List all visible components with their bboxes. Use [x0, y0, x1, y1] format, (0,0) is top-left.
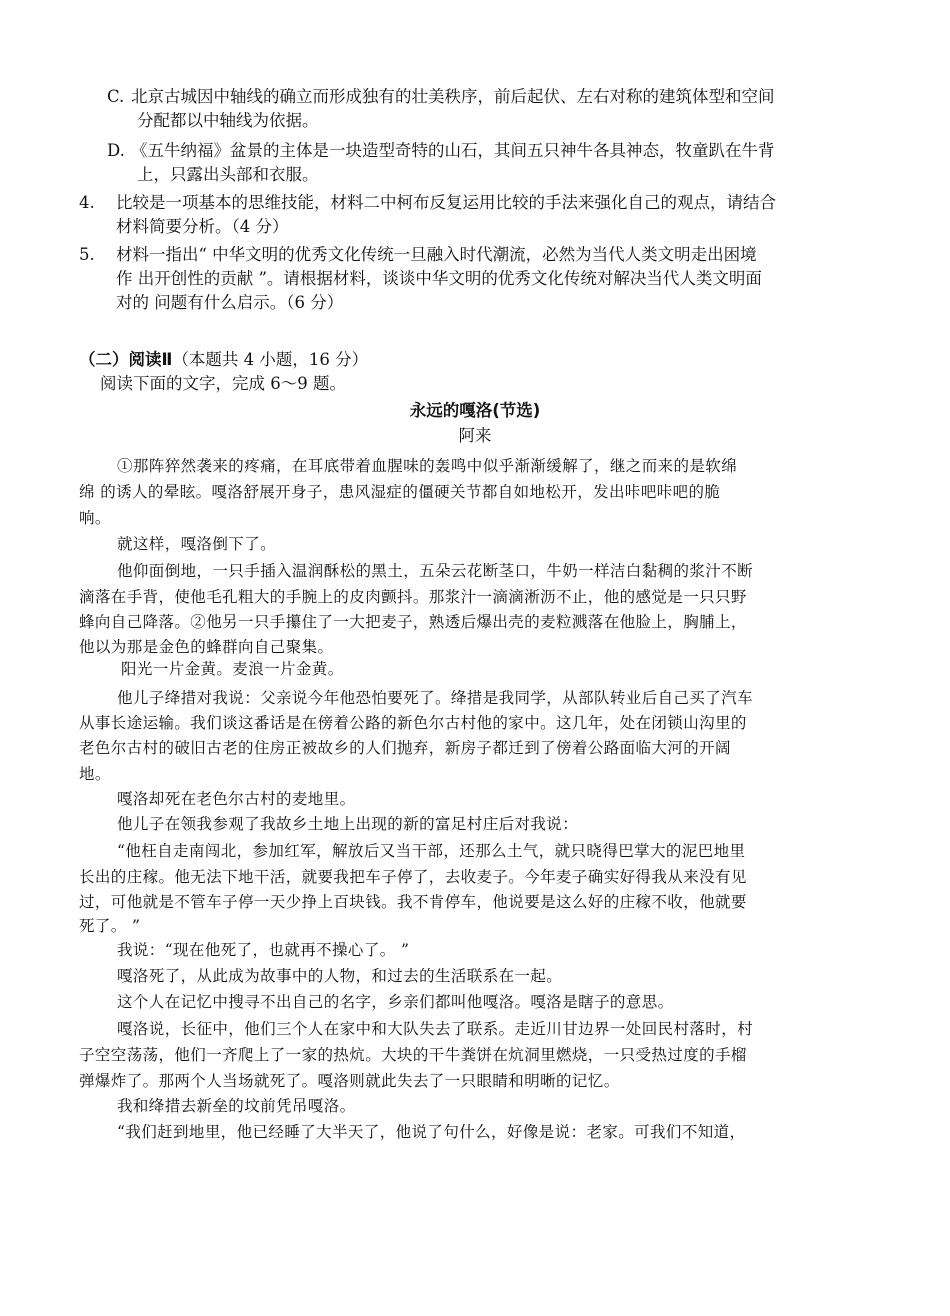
article-line: 他儿子绛措对我说：父亲说今年他恐怕要死了。绛措是我同学，从部队转业后自己买了汽车	[117, 689, 754, 707]
section-heading-note: （本题共 4 小题，16 分）	[172, 350, 369, 369]
article-line: 死了。 ”	[79, 917, 141, 935]
article-line: 他仰面倒地，一只手插入温润酥松的黑土，五朵云花断茎口，牛奶一样洁白黏稠的浆汁不断	[117, 562, 754, 580]
article-line: 嘎洛却死在老色尔古村的麦地里。	[117, 790, 356, 808]
option-d-marker: D.	[107, 141, 125, 160]
article-line: 阳光一片金黄。麦浪一片金黄。	[121, 660, 344, 678]
section-heading-label: （二）阅读Ⅱ	[79, 350, 173, 369]
article-line: 就这样，嘎洛倒下了。	[117, 535, 277, 553]
article-line: ①那阵猝然袭来的疼痛，在耳底带着血腥味的轰鸣中似乎渐渐缓解了，继之而来的是软绵	[117, 457, 738, 475]
option-c-line-2: 分配都以中轴线为依据。	[137, 111, 319, 130]
article-line: “他枉自走南闯北，参加红军，解放后又当干部，还那么土气，就只晓得巴掌大的泥巴地里	[117, 842, 746, 860]
question-5-line-3: 对的 问题有什么启示。（6 分）	[116, 293, 344, 312]
question-5-line-2: 作 出开创性的贡献 ”。请根据材料，谈谈中华文明的优秀文化传统对解决当代人类文明面	[116, 269, 762, 288]
question-4-line-1: 比较是一项基本的思维技能，材料二中柯布反复运用比较的手法来强化自己的观点，请结合	[116, 193, 776, 212]
article-line: 滴落在手背，使他毛孔粗大的手腕上的皮肉颤抖。那浆汁一滴滴淅沥不止，他的感觉是一只只野	[79, 588, 747, 606]
article-line: 弹爆炸了。那两个人当场就死了。嘎洛则就此失去了一只眼睛和明晰的记忆。	[79, 1072, 620, 1090]
question-5-line-1: 材料一指出“ 中华文明的优秀文化传统一旦融入时代潮流，必然为当代人类文明走出困境	[116, 245, 757, 264]
article-line: “我们赶到地里，他已经睡了大半天了，他说了句什么，好像是说：老家。可我们不知道，	[117, 1123, 746, 1141]
article-line: 过，可他就是不管车子停一天少挣上百块钱。我不肯停车，他说要是这么好的庄稼不收，他就要	[79, 893, 747, 911]
question-4-line-2: 材料简要分析。（4 分）	[116, 217, 289, 236]
article-line: 蜂向自己降落。②他另一只手攥住了一大把麦子，熟透后爆出壳的麦粒溅落在他脸上，胸脯上，	[79, 613, 747, 631]
section-heading	[79, 348, 368, 372]
article-line: 嘎洛死了，从此成为故事中的人物，和过去的生活联系在一起。	[117, 967, 563, 985]
article-author: 阿来	[458, 426, 492, 445]
option-d-line-2: 上，只露出头部和衣服。	[137, 165, 319, 184]
article-title: 永远的嘎洛(节选)	[409, 401, 541, 420]
article-line: 绵 的诱人的晕眩。嘎洛舒展开身子，患风湿症的僵硬关节都自如地松开，发出咔吧咔吧的脆	[79, 483, 721, 501]
article-line: 从事长途运输。我们谈这番话是在傍着公路的新色尔古村他的家中。这几年，处在闭锁山沟里的	[79, 714, 747, 732]
article-line: 长出的庄稼。他无法下地干活，就要我把车子停了，去收麦子。今年麦子确实好得我从来没有见	[79, 868, 747, 886]
question-5-number: 5.	[79, 245, 95, 264]
article-line: 他以为那是金色的蜂群向自己聚集。	[79, 638, 334, 656]
article-line: 这个人在记忆中搜寻不出自己的名字，乡亲们都叫他嘎洛。嘎洛是瞎子的意思。	[117, 993, 674, 1011]
article-line: 我和绛措去新垒的坟前凭吊嘎洛。	[117, 1097, 356, 1115]
article-line: 响。	[79, 509, 111, 527]
article-line: 子空空荡荡，他们一齐爬上了一家的热炕。大块的干牛粪饼在炕洞里燃烧，一只受热过度的手榴	[79, 1046, 747, 1064]
option-d-line-1: 《五牛纳福》盆景的主体是一块造型奇特的山石，其间五只神牛各具神态，牧童趴在牛背	[131, 141, 775, 160]
option-c-marker: C.	[107, 87, 125, 106]
article-line: 老色尔古村的破旧古老的住房正被故乡的人们抛弃，新房子都迁到了傍着公路面临大河的开阔	[79, 739, 731, 757]
article-line: 嘎洛说，长征中，他们三个人在家中和大队失去了联系。走近川甘边界一处回民村落时，村	[117, 1020, 754, 1038]
article-line: 他儿子在领我参观了我故乡土地上出现的新的富足村庄后对我说：	[117, 815, 579, 833]
article-line: 地。	[79, 765, 111, 783]
section-instruction: 阅读下面的文字，完成 6～9 题。	[100, 374, 346, 393]
article-line: 我说：“现在他死了，也就再不操心了。 ”	[117, 941, 410, 959]
question-4-number: 4.	[79, 193, 95, 212]
option-c-line-1: 北京古城因中轴线的确立而形成独有的壮美秩序，前后起伏、左右对称的建筑体型和空间	[131, 87, 775, 106]
